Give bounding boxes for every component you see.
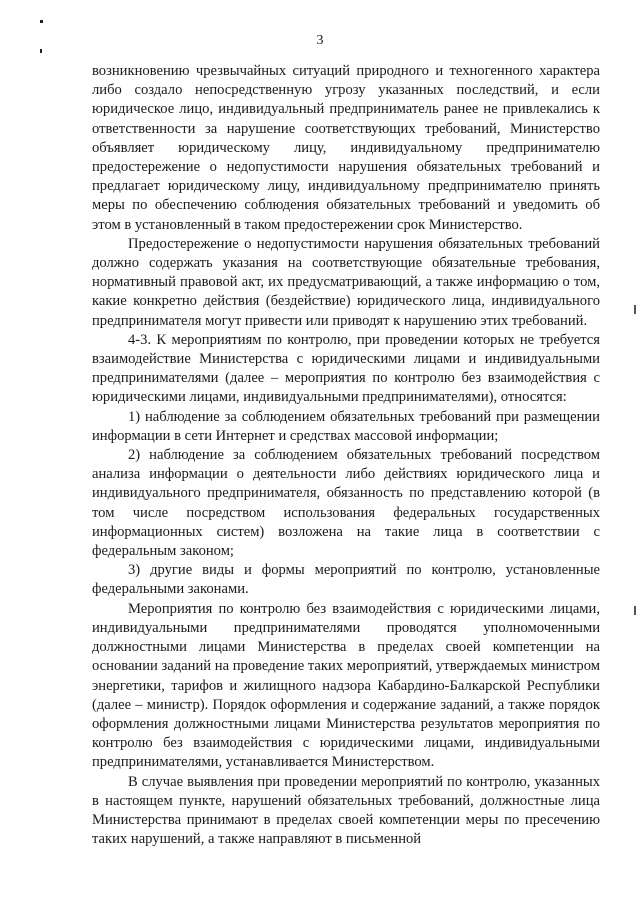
paragraph-1: возникновению чрезвычайных ситуаций природного и техногенного характера либо создало непосредственную угрозу указанных последствий, и если юридическое лицо, индивидуальный предприниматель ранее не привлекались к ответственности за нарушение соответствующих требований, Министерство объявляет юридическому лицу, индивидуальному предпринимателю предостережение о недопустимости нарушения обязательных требований и предлагает юридическому лицу, индивидуальному предпринимателю принять меры по обеспечению соблюдения обязательных требований и уведомить об этом в установленный в таком предостережении срок Министерство. [92,63,600,233]
scan-artifact-mark [40,49,42,53]
paragraph-8: В случае выявления при проведении мероприятий по контролю, указанных в настоящем пункте, нарушений обязательных требований, должностные лица Министерства принимают в пределах своей компетенции меры по пресечению таких нарушений, а также направляют в письменной [92,773,600,848]
paragraph-4: 1) наблюдение за соблюдением обязательных требований при размещении информации в сети Интернет и средствах массовой информации; [92,408,600,444]
paragraph-2: Предостережение о недопустимости нарушения обязательных требований должно содержать указания на соответствующие обязательные требования, нормативный правовой акт, их предусматривающий, а также информацию о том, какие конкретно действия (бездействие) юридического лица, индивидуального предпринимателя могут привести или приводят к нарушению этих требований. [92,235,600,329]
scan-artifact-mark [634,606,636,615]
paragraph-5: 2) наблюдение за соблюдением обязательных требований посредством анализа информации о деятельности либо действиях юридического лица и индивидуального предпринимателя, обязанность по представлению которой (в том числе посредством использования федеральных государственных информационных систем) возложена на такие лица в соответствии с федеральным законом; [92,447,600,560]
page-number: 3 [316,33,324,48]
paragraph-6: 3) другие виды и формы мероприятий по контролю, установленные федеральными законами. [92,562,600,598]
paragraph-7: Мероприятия по контролю без взаимодействия с юридическими лицами, индивидуальными предпринимателями проводятся уполномоченными должностными лицами Министерства в пределах своей компетенции на основании заданий на проведение таких мероприятий, утверждаемых министром энергетики, тарифов и жилищного надзора Кабардино-Балкарской Республики (далее – министр). Порядок оформления и содержание заданий, а также порядок оформления должностными лицами Министерства результатов мероприятия по контролю без взаимодействия с юридическими лицами, индивидуальными предпринимателями, устанавливается Министерством. [92,600,600,771]
scan-artifact-mark [40,20,43,23]
document-body [92,62,600,849]
scan-artifact-mark [634,305,636,314]
paragraph-3: 4-3. К мероприятиям по контролю, при проведении которых не требуется взаимодействие Министерства с юридическими лицами и индивидуальными предпринимателями (далее – мероприятия по контролю без взаимодействия с юридическими лицами, индивидуальными предпринимателями), относятся: [92,331,600,406]
